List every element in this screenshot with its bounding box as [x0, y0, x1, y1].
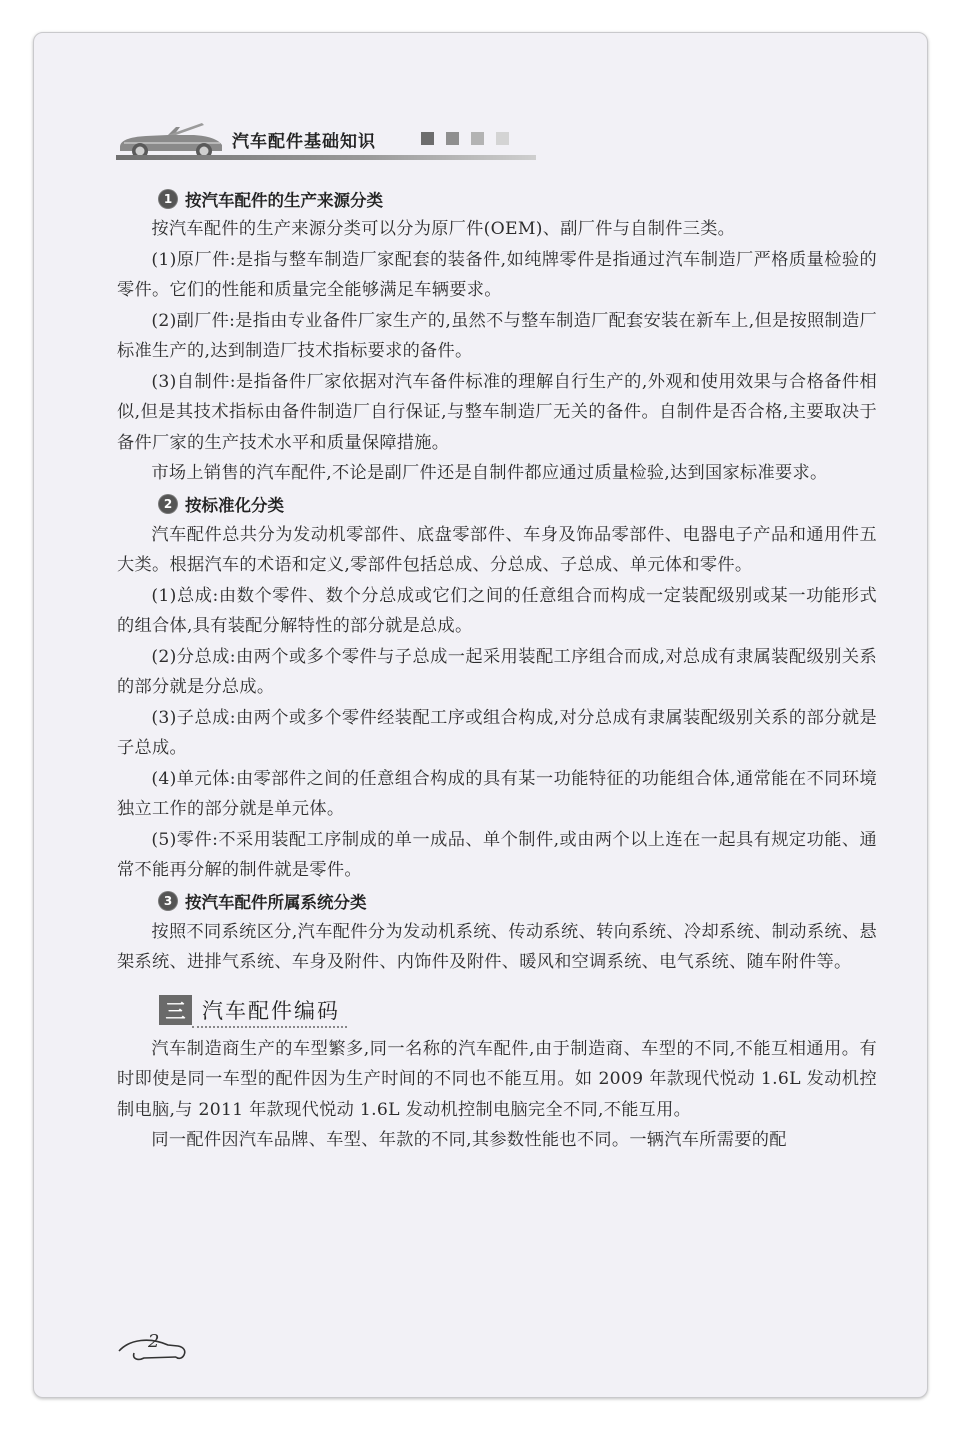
- running-head: [116, 113, 576, 161]
- square-icon: [496, 132, 509, 145]
- page-number: 2: [148, 1331, 160, 1352]
- paragraph: 汽车制造商生产的车型繁多,同一名称的汽车配件,由于制造商、车型的不同,不能互相通用。有时即使是同一车型的配件因为生产时间的不同也不能互用。如 2009 年款现代悦动 1.6L 发动机控制电脑,与 2011 年款现代悦动 1.6L 发动机控制电脑完全不同,不能互用。: [117, 1038, 877, 1120]
- book-page: [33, 32, 928, 1398]
- section-number-badge: 三: [159, 995, 192, 1025]
- page-content: [117, 183, 877, 1156]
- paragraph: 按汽车配件的生产来源分类可以分为原厂件(OEM)、副厂件与自制件三类。: [151, 219, 736, 239]
- paragraph: (5)零件:不采用装配工序制成的单一成品、单个制件,或由两个以上连在一起具有规定功能、通常不能再分解的制件就是零件。: [117, 829, 877, 880]
- section-title: 汽车配件编码: [202, 998, 340, 1023]
- header-rule: [116, 155, 536, 160]
- subheading-title: 按汽车配件所属系统分类: [185, 893, 367, 912]
- paragraph: 同一配件因汽车品牌、车型、年款的不同,其参数性能也不同。一辆汽车所需要的配: [151, 1130, 787, 1150]
- square-icon: [421, 132, 434, 145]
- square-icon: [446, 132, 459, 145]
- paragraph: 按照不同系统区分,汽车配件分为发动机系统、传动系统、转向系统、冷却系统、制动系统、悬架系统、进排气系统、车身及附件、内饰件及附件、暖风和空调系统、电气系统、随车附件等。: [117, 921, 877, 972]
- section-heading: [159, 992, 877, 1028]
- number-badge-icon: 3: [159, 892, 177, 910]
- paragraph: (3)子总成:由两个或多个零件经装配工序或组合构成,对分总成有隶属装配级别关系的部分就是子总成。: [117, 707, 877, 758]
- paragraph: (2)副厂件:是指由专业备件厂家生产的,虽然不与整车制造厂配套安装在新车上,但是按照制造厂标准生产的,达到制造厂技术指标要求的备件。: [117, 310, 877, 361]
- dotted-rule: [192, 1026, 347, 1028]
- paragraph: (2)分总成:由两个或多个零件与子总成一起采用装配工序组合而成,对总成有隶属装配级别关系的部分就是分总成。: [117, 646, 877, 697]
- running-head-title: 汽车配件基础知识: [232, 132, 376, 152]
- subheading-title: 按汽车配件的生产来源分类: [185, 190, 383, 210]
- paragraph: 市场上销售的汽车配件,不论是副厂件还是自制件都应通过质量检验,达到国家标准要求。: [151, 463, 828, 483]
- subheading-1: [117, 183, 877, 214]
- paragraph: (1)原厂件:是指与整车制造厂家配套的装备件,如纯牌零件是指通过汽车制造厂严格质量检验的零件。它们的性能和质量完全能够满足车辆要求。: [117, 249, 877, 300]
- subheading-2: [117, 489, 877, 520]
- page-folio: [116, 1329, 196, 1369]
- number-badge-icon: 2: [159, 495, 177, 513]
- subheading-title: 按标准化分类: [185, 496, 284, 515]
- paragraph: (1)总成:由数个零件、数个分总成或它们之间的任意组合而构成一定装配级别或某一功能形式的组合体,具有装配分解特性的部分就是总成。: [117, 585, 877, 636]
- paragraph: (3)自制件:是指备件厂家依据对汽车备件标准的理解自行生产的,外观和使用效果与合格备件相似,但是其技术指标由备件制造厂自行保证,与整车制造厂无关的备件。自制件是否合格,主要取决于备件厂家的生产技术水平和质量保障措施。: [117, 371, 877, 453]
- subheading-3: [117, 886, 877, 917]
- paragraph: 汽车配件总共分为发动机零部件、底盘零部件、车身及饰品零部件、电器电子产品和通用件五大类。根据汽车的术语和定义,零部件包括总成、分总成、子总成、单元体和零件。: [117, 524, 877, 575]
- decorative-squares: [421, 132, 509, 145]
- paragraph: (4)单元体:由零部件之间的任意组合构成的具有某一功能特征的功能组合体,通常能在不同环境独立工作的部分就是单元体。: [117, 768, 877, 819]
- number-badge-icon: 1: [159, 190, 177, 208]
- square-icon: [471, 132, 484, 145]
